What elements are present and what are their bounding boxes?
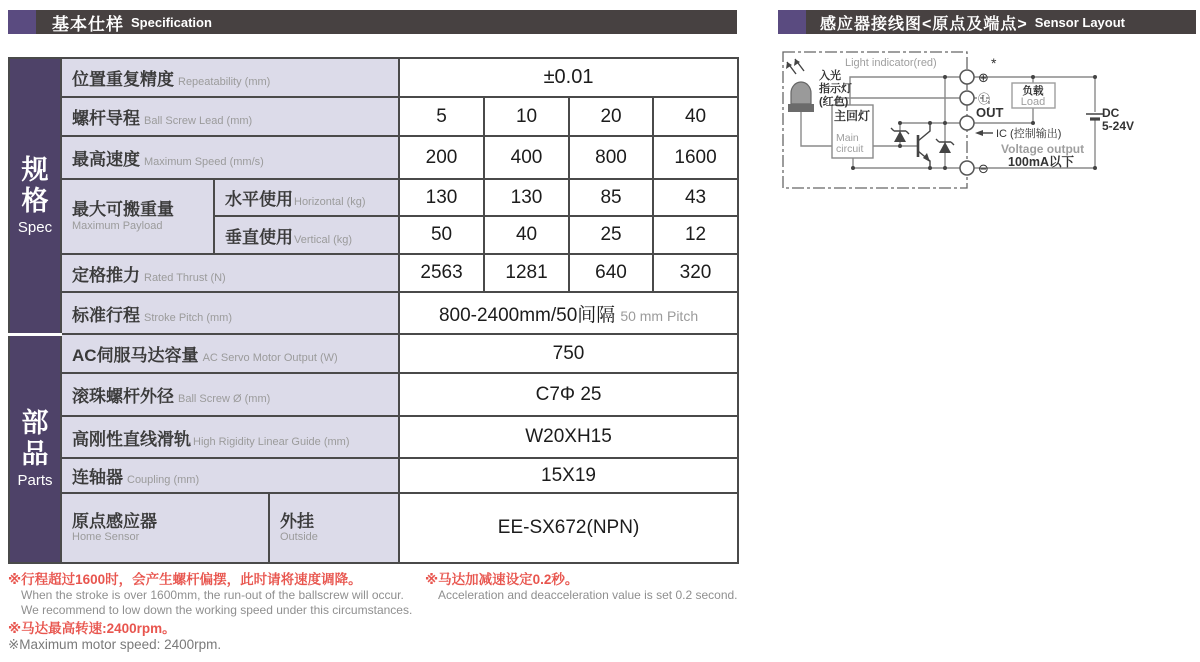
lead-value: 10 <box>484 97 569 136</box>
label-zh: 水平使用 <box>225 190 293 209</box>
coupling-label <box>61 458 399 493</box>
transistor-symbol <box>918 123 930 168</box>
table-row <box>9 179 738 216</box>
header-title-en: Sensor Layout <box>1034 14 1125 30</box>
label-zh: 原点感应器 <box>72 511 157 531</box>
payload-horizontal-value: 130 <box>399 179 484 216</box>
note-accel-zh: ※马达加减速设定0.2秒。 <box>425 572 579 587</box>
note-stroke-warning-zh: ※行程超过1600时，会产生螺杆偏摆，此时请将速度调降。 <box>8 572 362 587</box>
label-zh: 最大可搬重量 <box>72 200 174 220</box>
payload-horizontal-label <box>214 179 399 216</box>
stroke-label <box>61 292 399 334</box>
load-label-zh: 负载 <box>1022 85 1044 97</box>
note-motor-speed-zh: ※马达最高转速:2400rpm。 <box>8 620 176 636</box>
home-sensor-mount-label <box>269 493 399 563</box>
terminal-l-label: Ⓛ <box>978 92 991 106</box>
table-row <box>9 97 738 136</box>
label-en: Outside <box>280 531 318 544</box>
thrust-value: 1281 <box>484 254 569 292</box>
speed-label <box>61 136 399 179</box>
repeatability-label <box>61 58 399 97</box>
repeatability-value: ±0.01 <box>399 58 738 97</box>
sensor-diagram-svg <box>775 42 1200 197</box>
payload-vertical-label <box>214 216 399 254</box>
table-row <box>9 458 738 493</box>
motor-value: 750 <box>399 334 738 373</box>
main-circuit-label-en: circuit <box>836 143 864 155</box>
label-en: Ball Screw Lead (mm) <box>144 115 253 127</box>
guide-label <box>61 416 399 458</box>
footnotes-right <box>425 572 738 603</box>
thrust-value: 2563 <box>399 254 484 292</box>
label-zh: 垂直使用 <box>225 227 293 247</box>
table-row <box>9 416 738 458</box>
lead-value: 40 <box>653 97 738 136</box>
sidebar-parts-zh: 部品 <box>21 408 49 470</box>
lead-value: 5 <box>399 97 484 136</box>
ic-label: IC (控制输出) <box>996 128 1062 140</box>
sensor-wiring-diagram <box>775 42 1200 197</box>
home-sensor-value: EE-SX672(NPN) <box>399 493 738 563</box>
ballscrew-label <box>61 373 399 416</box>
light-indicator-label-en: Light indicator(red) <box>845 57 937 69</box>
payload-vertical-value: 50 <box>399 216 484 254</box>
sidebar-spec-en: Spec <box>17 219 53 237</box>
label-en: Home Sensor <box>72 531 140 544</box>
current-limit-label: 100mA以下 <box>1008 155 1074 169</box>
thrust-value: 640 <box>569 254 653 292</box>
label-zh: 螺杆导程 <box>72 109 140 128</box>
payload-horizontal-value: 85 <box>569 179 653 216</box>
main-circuit-label-zh: 主回灯 <box>833 109 871 123</box>
ic-arrow-icon <box>975 130 993 136</box>
stroke-value-en: 50 mm Pitch <box>620 307 699 324</box>
main-circuit-label-en: Main <box>836 132 859 144</box>
payload-vertical-value: 12 <box>653 216 738 254</box>
label-zh: AC伺服马达容量 <box>72 346 199 365</box>
purple-accent-square <box>778 10 812 34</box>
stroke-value-main: 800-2400mm/50间隔 <box>438 304 616 326</box>
table-row <box>9 334 738 373</box>
sidebar-parts <box>9 334 61 563</box>
led-label-zh: 入光 <box>819 70 841 82</box>
payload-vertical-value: 40 <box>484 216 569 254</box>
specification-header-bar <box>8 10 737 34</box>
label-en: Vertical (kg) <box>294 233 353 246</box>
dc-range-label: 5-24V <box>1102 119 1135 133</box>
sidebar-parts-en: Parts <box>17 472 53 490</box>
speed-value: 800 <box>569 136 653 179</box>
table-row <box>9 373 738 416</box>
home-sensor-label <box>61 493 269 563</box>
table-row <box>9 254 738 292</box>
thrust-label <box>61 254 399 292</box>
payload-vertical-value: 25 <box>569 216 653 254</box>
lead-label <box>61 97 399 136</box>
guide-value: W20XH15 <box>399 416 738 458</box>
led-label-zh: (红色) <box>819 96 849 108</box>
label-en: Stroke Pitch (mm) <box>144 311 233 324</box>
lead-value: 20 <box>569 97 653 136</box>
label-zh: 定格推力 <box>72 265 140 285</box>
sidebar-spec <box>9 58 61 334</box>
payload-label <box>61 179 214 254</box>
sensor-layout-header-bar <box>778 10 1196 34</box>
dc-label: DC <box>1102 106 1120 120</box>
label-en: Rated Thrust (N) <box>144 271 226 284</box>
header-title-zh: 感应器接线图<原点及端点> <box>820 15 1028 33</box>
label-zh: 外挂 <box>280 511 314 531</box>
specification-table <box>8 57 739 564</box>
terminal-star-label: * <box>991 55 997 71</box>
note-stroke-warning-en1: When the stroke is over 1600mm, the run-out of the ballscrew will occur. <box>21 588 404 603</box>
motor-label <box>61 334 399 373</box>
label-en: AC Servo Motor Output (W) <box>202 352 338 364</box>
speed-value: 200 <box>399 136 484 179</box>
coupling-value: 15X19 <box>399 458 738 493</box>
sidebar-spec-zh: 规格 <box>21 155 49 217</box>
label-en: Maximum Speed (mm/s) <box>144 156 264 168</box>
out-label: OUT <box>976 105 1004 120</box>
led-label-zh: 指示灯 <box>819 83 852 95</box>
table-row <box>9 493 738 563</box>
speed-value: 400 <box>484 136 569 179</box>
label-zh: 位置重复精度 <box>72 70 174 89</box>
payload-horizontal-value: 43 <box>653 179 738 216</box>
ballscrew-value: C7Φ 25 <box>399 373 738 416</box>
voltage-output-label: Voltage output <box>1001 142 1085 156</box>
stroke-value <box>399 292 738 334</box>
load-label-en: Load <box>1020 96 1046 108</box>
thrust-value: 320 <box>653 254 738 292</box>
header-title-en: Specification <box>131 14 212 30</box>
note-motor-speed-en: ※Maximum motor speed: 2400rpm. <box>8 637 222 653</box>
label-en: Repeatability (mm) <box>178 76 271 88</box>
label-en: Horizontal (kg) <box>294 196 366 208</box>
footnotes-left <box>8 572 412 654</box>
label-zh: 标准行程 <box>72 305 140 325</box>
label-zh: 连轴器 <box>72 468 123 487</box>
note-accel-en: Acceleration and deacceleration value is set 0.2 second. <box>438 588 738 603</box>
label-en: Ball Screw Ø (mm) <box>178 393 271 405</box>
payload-horizontal-value: 130 <box>484 179 569 216</box>
purple-accent-square <box>8 10 42 34</box>
speed-value: 1600 <box>653 136 738 179</box>
label-zh: 滚珠螺杆外径 <box>72 387 174 406</box>
label-zh: 高刚性直线滑轨 <box>72 429 191 449</box>
note-stroke-warning-en2: We recommend to low down the working speed under this circumstances. <box>21 603 413 618</box>
table-row <box>9 136 738 179</box>
led-indicator-icon <box>786 59 814 112</box>
label-en: High Rigidity Linear Guide (mm) <box>193 435 350 448</box>
label-zh: 最高速度 <box>72 150 140 169</box>
table-row <box>9 58 738 97</box>
terminal-minus-label: ⊖ <box>978 161 989 176</box>
terminal-plus-label: ⊕ <box>978 70 989 85</box>
header-title-zh: 基本仕样 <box>52 14 124 34</box>
label-en: Coupling (mm) <box>127 474 200 486</box>
table-row <box>9 292 738 334</box>
label-en: Maximum Payload <box>72 219 163 232</box>
